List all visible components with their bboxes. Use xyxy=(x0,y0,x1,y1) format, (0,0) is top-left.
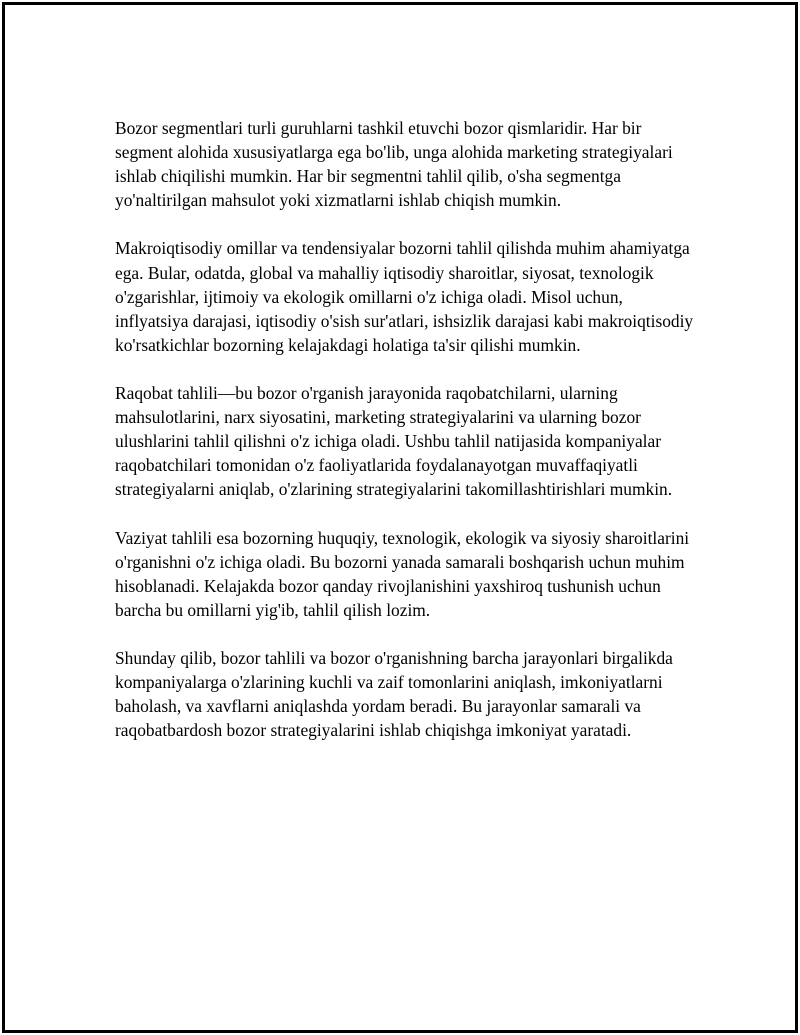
paragraph-conclusion: Shunday qilib, bozor tahlili va bozor o'rganishning barcha jarayonlari birgalikda kompaniyalarga o'zlarining kuchli va zaif tomonlarini aniqlash, imkoniyatlarni baholash, va xavflarni aniqlashda yordam beradi. Bu jarayonlar samarali va raqobatbardosh bozor strategiyalarini ishlab chiqishga imkoniyat yaratadi. xyxy=(115,648,673,741)
paragraph-market-segments: Bozor segmentlari turli guruhlarni tashkil etuvchi bozor qismlaridir. Har bir segment alohida xususiyatlarga ega bo'lib, unga alohida marketing strategiyalari ishlab chiqilishi mumkin. Har bir segmentni tahlil qilib, o'sha segmentga yo'naltirilgan mahsulot yoki xizmatlarni ishlab chiqish mumkin. xyxy=(115,118,673,211)
paragraph-situation-analysis: Vaziyat tahlili esa bozorning huquqiy, texnologik, ekologik va siyosiy sharoitlarini o'rganishni o'z ichiga oladi. Bu bozorni yanada samarali boshqarish uchun muhim hisoblanadi. Kelajakda bozor qanday rivojlanishini yaxshiroq tushunish uchun barcha bu omillarni yig'ib, tahlil qilish lozim. xyxy=(115,527,690,620)
paragraph-macroeconomic-factors: Makroiqtisodiy omillar va tendensiyalar bozorni tahlil qilishda muhim ahamiyatga ega. Bular, odatda, global va mahalliy iqtisodiy sharoitlar, siyosat, texnologik o'zgarishlar, ijtimoiy va ekologik omillarni o'z ichiga oladi. Misol uchun, inflyatsiya darajasi, iqtisodiy o'sish sur'atlari, ishsizlik darajasi kabi makroiqtisodiy ko'rsatkichlar bozorning kelajakdagi holatiga ta'sir qilishi mumkin. xyxy=(115,238,694,355)
document-body xyxy=(115,116,695,767)
paragraph-competition-analysis: Raqobat tahlili—bu bozor o'rganish jarayonida raqobatchilarni, ularning mahsulotlarini, narx siyosatini, marketing strategiyalarini va ularning bozor ulushlarini tahlil qilishni o'z ichiga oladi. Ushbu tahlil natijasida kompaniyalar raqobatchilari tomonidan o'z faoliyatlarida foydalanayotgan muvaffaqiyatli strategiyalarni aniqlab, o'zlarining strategiyalarini takomillashtirishlari mumkin. xyxy=(115,383,673,500)
